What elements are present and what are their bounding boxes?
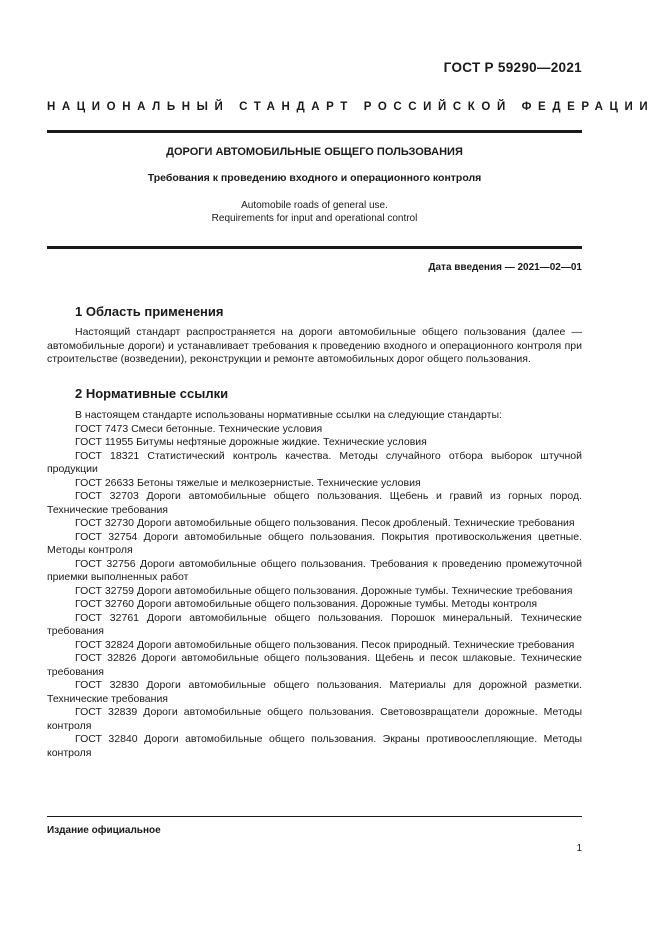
reference-item: ГОСТ 32759 Дороги автомобильные общего пользования. Дорожные тумбы. Технические требования — [75, 584, 573, 597]
gost-number: ГОСТ Р 59290—2021 — [443, 60, 582, 75]
reference-item: ГОСТ 7473 Смеси бетонные. Технические условия — [75, 422, 323, 435]
reference-item: ГОСТ 32826 Дороги автомобильные общего пользования. Щебень и песок шлаковые. Технические требования — [47, 652, 582, 678]
introduction-date: Дата введения — 2021—02—01 — [428, 262, 582, 273]
section-1-body — [47, 326, 582, 367]
english-title — [47, 199, 582, 225]
reference-item: ГОСТ 32756 Дороги автомобильные общего пользования. Требования к проведению промежуточной приемки выполненных работ — [47, 557, 582, 583]
page-number: 1 — [576, 843, 582, 854]
section-2-heading: 2 Нормативные ссылки — [75, 386, 229, 401]
english-title-line2: Requirements for input and operational control — [211, 213, 418, 224]
reference-item: ГОСТ 26633 Бетоны тяжелые и мелкозернистые. Технические условия — [75, 476, 421, 489]
document-title: ДОРОГИ АВТОМОБИЛЬНЫЕ ОБЩЕГО ПОЛЬЗОВАНИЯ — [166, 146, 463, 158]
reference-item: ГОСТ 18321 Статистический контроль качества. Методы случайного отбора выборок штучной продукции — [47, 449, 582, 475]
reference-item: ГОСТ 32761 Дороги автомобильные общего пользования. Порошок минеральный. Технические требования — [47, 611, 582, 637]
reference-item: ГОСТ 32760 Дороги автомобильные общего пользования. Дорожные тумбы. Методы контроля — [75, 598, 538, 610]
document-subtitle: Требования к проведению входного и операционного контроля — [147, 172, 482, 184]
official-edition-label: Издание официальное — [47, 825, 161, 836]
references-intro: В настоящем стандарте использованы нормативные ссылки на следующие стандарты: — [75, 409, 502, 421]
english-title-line1: Automobile roads of general use. — [241, 200, 388, 211]
section-1-paragraph: Настоящий стандарт распространяется на дороги автомобильные общего пользования (далее — автомобильные дороги) и устанавливает требования к проведению входного и операционного контроля при строительстве (возведении), реконструкции и ремонте автомобильных дорог общего пользования. — [47, 326, 582, 365]
reference-item: ГОСТ 32730 Дороги автомобильные общего пользования. Песок дробленый. Технические требования — [75, 517, 575, 529]
section-1-heading: 1 Область применения — [75, 304, 224, 319]
national-standard-banner: НАЦИОНАЛЬНЫЙ СТАНДАРТ РОССИЙСКОЙ ФЕДЕРАЦИИ — [47, 101, 655, 113]
reference-item: ГОСТ 32840 Дороги автомобильные общего пользования. Экраны противоослепляющие. Методы контроля — [47, 733, 582, 759]
header-divider — [47, 130, 582, 133]
reference-item: ГОСТ 11955 Битумы нефтяные дорожные жидкие. Технические условия — [75, 436, 427, 448]
title-divider — [47, 246, 582, 249]
reference-item: ГОСТ 32830 Дороги автомобильные общего пользования. Материалы для дорожной разметки. Технические требования — [47, 679, 582, 705]
normative-references-list — [47, 409, 582, 760]
reference-item: ГОСТ 32824 Дороги автомобильные общего пользования. Песок природный. Технические требования — [75, 638, 575, 651]
reference-item: ГОСТ 32754 Дороги автомобильные общего пользования. Покрытия противоскольжения цветные. Методы контроля — [47, 530, 582, 556]
footer-divider — [47, 816, 582, 817]
reference-item: ГОСТ 32703 Дороги автомобильные общего пользования. Щебень и гравий из горных пород. Технические требования — [47, 490, 582, 516]
reference-item: ГОСТ 32839 Дороги автомобильные общего пользования. Световозвращатели дорожные. Методы контроля — [47, 706, 582, 732]
